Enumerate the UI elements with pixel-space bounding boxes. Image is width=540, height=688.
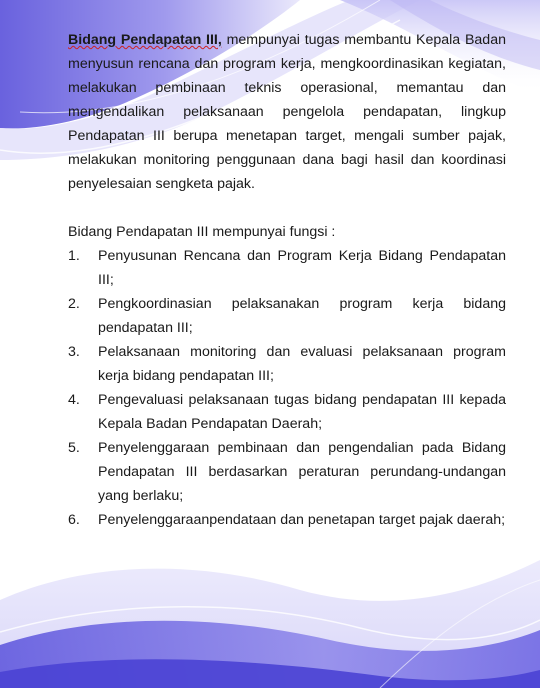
fungsi-list [68,244,506,532]
document-body [68,28,506,532]
list-item-text: Penyelenggaraan pembinaan dan pengendalian pada Bidang Pendapatan III berdasarkan peraturan perundang-undangan yang berlaku; [98,440,506,504]
list-item [68,388,506,436]
list-item-text: Pengevaluasi pelaksanaan tugas bidang pendapatan III kepada Kepala Badan Pendapatan Daerah; [98,392,506,432]
list-item [68,508,506,532]
list-item-text: Penyelenggaraanpendataan dan penetapan target pajak daerah; [98,512,506,528]
list-item-number: 5. [68,440,80,456]
list-item-number: 1. [68,248,80,264]
intro-paragraph [68,28,506,196]
intro-title: Bidang Pendapatan III, [68,32,222,48]
list-item-number: 3. [68,344,80,360]
fungsi-heading: Bidang Pendapatan III mempunyai fungsi : [68,224,336,240]
list-item-text: Pengkoordinasian pelaksanakan program kerja bidang pendapatan III; [98,296,506,336]
list-item-text: Penyusunan Rencana dan Program Kerja Bidang Pendapatan III; [98,248,506,288]
list-item-text: Pelaksanaan monitoring dan evaluasi pelaksanaan program kerja bidang pendapatan III; [98,344,506,384]
list-item [68,292,506,340]
list-item-number: 2. [68,296,80,312]
intro-text: mempunyai tugas membantu Kepala Badan menyusun rencana dan program kerja, mengkoordinasikan kegiatan, melakukan pembinaan teknis operasional, memantau dan mengendalikan pelaksanaan pengelola pendapatan, lingkup Pendapatan III berupa menetapan target, mengali sumber pajak, melakukan monitoring penggunaan dana bagi hasil dan koordinasi penyelesaian sengketa pajak. [68,32,506,192]
list-item-number: 6. [68,512,80,528]
list-item-number: 4. [68,392,80,408]
list-item [68,244,506,292]
list-item [68,340,506,388]
list-item [68,436,506,508]
